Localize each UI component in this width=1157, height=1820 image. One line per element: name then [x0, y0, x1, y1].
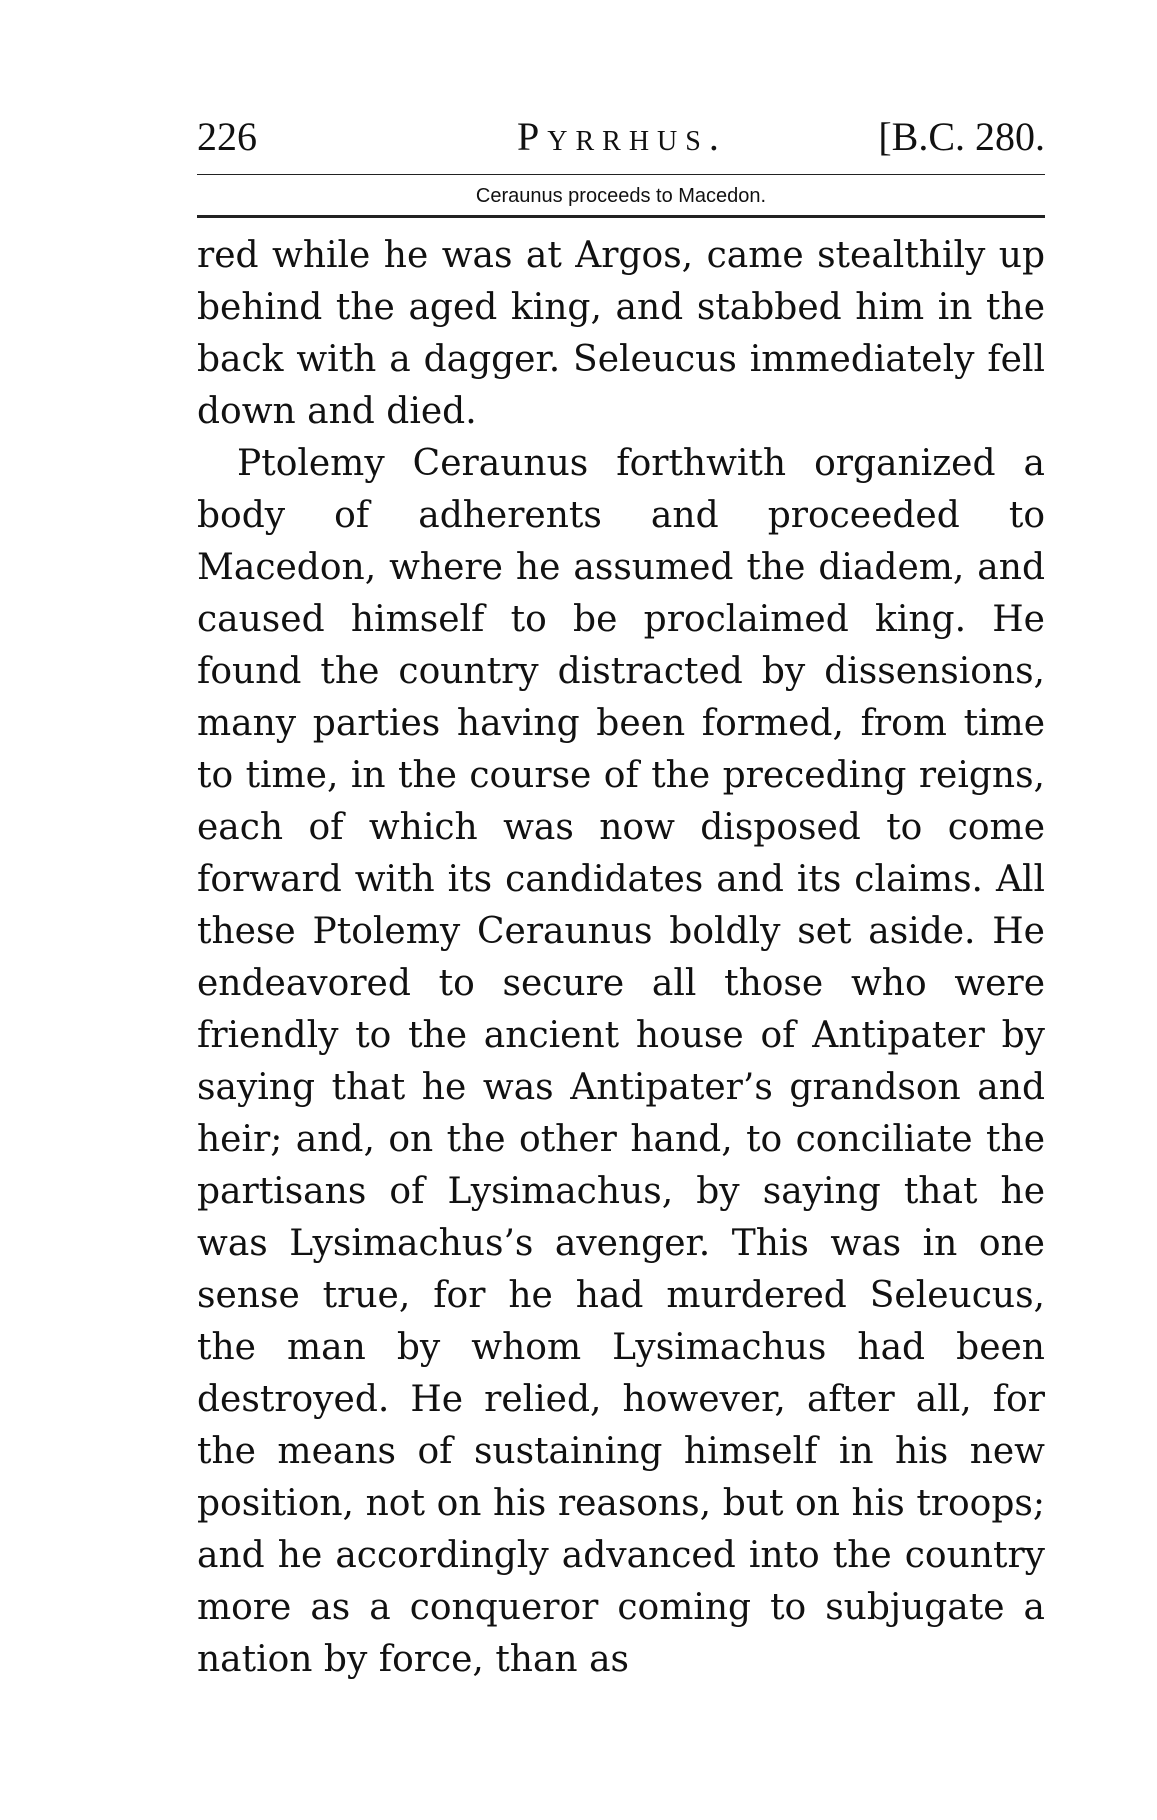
running-title: Pyrrhus.	[517, 114, 727, 159]
section-subhead: Ceraunus proceeds to Macedon.	[475, 185, 767, 207]
paragraph: red while he was at Argos, came stealthily up behind the aged king, and stabbed him in the back with a dagger. Seleucus immediately fell down and died.	[197, 235, 1045, 432]
paragraph: Ptolemy Ceraunus forthwith organized a body of adherents and proceeded to Macedon, where he assumed the diadem, and caused himself to be proclaimed king. He found the country distracted by dissensions, many parties having been formed, from time to time, in the course of the preceding reigns, each of which was now disposed to come forward with its candidates and its claims. All these Ptolemy Ceraunus boldly set aside. He endeavored to secure all those who were friendly to the ancient house of Antipater by saying that he was Antipater’s grandson and heir; and, on the other hand, to conciliate the partisans of Lysimachus, by saying that he was Lysimachus’s avenger. This was in one sense true, for he had murdered Seleucus, the man by whom Lysimachus had been destroyed. He relied, however, after all, for the means of sustaining himself in his new position, not on his reasons, but on his troops; and he accordingly advanced into the country more as a conqueror coming to subjugate a nation by force, than as	[197, 443, 1045, 1680]
running-head	[197, 110, 1045, 164]
body-text	[197, 230, 1045, 1686]
page-number: 226	[197, 114, 257, 159]
subhead-rule	[197, 215, 1045, 218]
book-page	[197, 110, 1045, 1686]
date-reference: [B.C. 280.	[878, 114, 1045, 159]
